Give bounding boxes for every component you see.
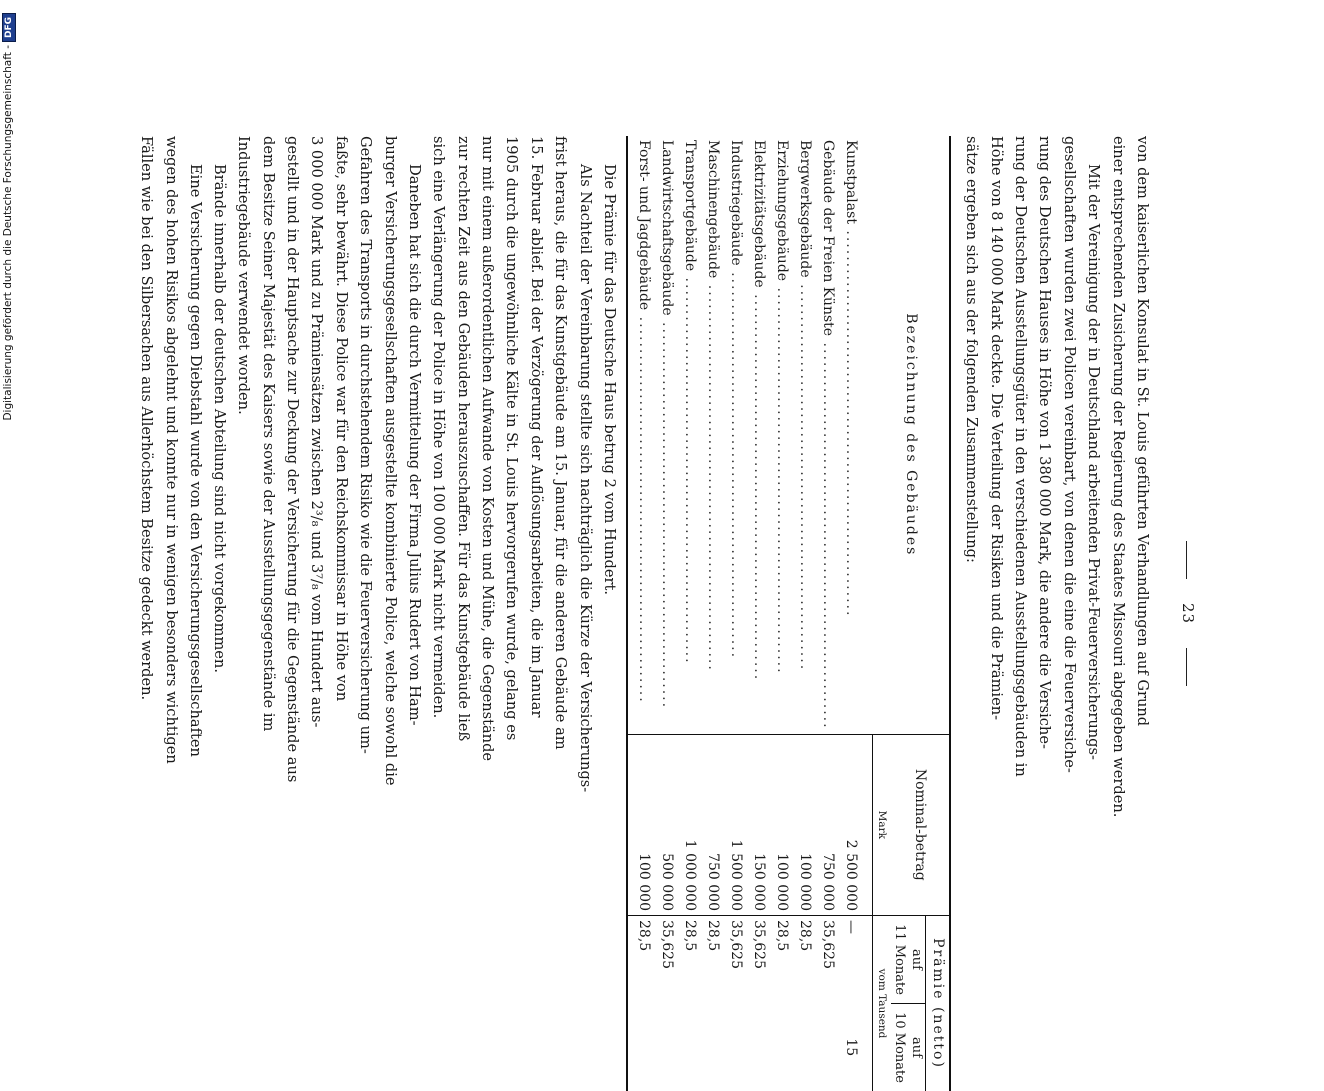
table-row <box>770 136 793 1091</box>
page-number: 23 <box>1179 603 1197 624</box>
table-row <box>747 136 770 1091</box>
premium-10-months <box>793 1004 816 1091</box>
nominal-amount: 1 000 000 <box>678 734 701 915</box>
text-line: von dem kaiserlichen Konsulat in St. Louis geführten Verhandlungen auf Grund <box>1130 136 1154 1091</box>
text-line: dem Besitze Seiner Majestät des Kaisers sowie der Ausstellungsgegenstände im <box>255 136 279 1091</box>
premium-11-months: 28,5 <box>627 916 655 1004</box>
digitization-credit: Digitalisierung gefördert durch die Deutsche Forschungsgemeinschaft -DFG <box>1 13 15 993</box>
premium-10-months <box>627 1004 655 1091</box>
building-name: Landwirtschaftsgebäude ............................................................ <box>655 136 678 734</box>
text-line: wegen des hohen Risikos abgelehnt und konnte nur in wenigen besonders wichtigen <box>158 136 182 1091</box>
table-body <box>627 136 873 1091</box>
text-line: gesellschaften wurden zwei Policen vereinbart, von denen die eine die Feuerversiche- <box>1056 136 1080 1091</box>
unit-mark: Mark <box>873 734 892 915</box>
nominal-amount: 100 000 <box>627 734 655 915</box>
text-line: 3 000 000 Mark und zu Prämiensätzen zwischen 2³/₈ und 3⁷/₈ vom Hundert aus- <box>304 136 328 1091</box>
text-line: sätze ergeben sich aus der folgenden Zusammenstellung: <box>959 136 983 1091</box>
text-line: sich eine Verlängerung der Police in Höhe von 100 000 Mark nicht vermeiden. <box>426 136 450 1091</box>
dfg-logo: DFG <box>2 13 16 42</box>
nominal-amount: 100 000 <box>770 734 793 915</box>
premium-11-months: 35,625 <box>816 916 839 1004</box>
text-line: frist heraus, die für das Kunstgebäude am 15. Januar, für die anderen Gebäude am <box>548 136 572 1091</box>
text-line: Als Nachteil der Vereinbarung stellte sich nachträglich die Kürze der Versicherungs- <box>572 136 596 1091</box>
text-line: gestellt und in der Hauptsache zur Deckung der Versicherung für die Gegenstände aus <box>280 136 304 1091</box>
nominal-amount: 100 000 <box>793 734 816 915</box>
table-row <box>793 136 816 1091</box>
building-name: Transportgebäude ............................................................ <box>678 136 701 734</box>
text-line: rung des Deutschen Hauses in Höhe von 1 380 000 Mark, die andere die Versiche- <box>1032 136 1056 1091</box>
text-line: faßte, sehr bewährt. Diese Police war für den Reichskommissar in Höhe von <box>328 136 352 1091</box>
premium-11-months: 28,5 <box>678 916 701 1004</box>
text-line: Höhe von 8 140 000 Mark deckte. Die Verteilung der Risiken und die Prämien- <box>983 136 1007 1091</box>
text-line: einer entsprechenden Zusicherung der Regierung des Staates Missouri abgegeben werden. <box>1105 136 1129 1091</box>
premium-10-months: 15 <box>839 1004 873 1091</box>
nominal-amount: 750 000 <box>701 734 724 915</box>
document-page <box>123 136 1198 1091</box>
paragraph-combined-policy <box>231 136 426 1091</box>
table-row <box>701 136 724 1091</box>
page-number-rule-right <box>1187 648 1188 686</box>
premium-10-months <box>701 1004 724 1091</box>
table-row <box>678 136 701 1091</box>
building-name: Bergwerksgebäude ............................................................ <box>793 136 816 734</box>
premium-10-months <box>724 1004 747 1091</box>
nominal-amount: 1 500 000 <box>724 734 747 915</box>
text-line: Industriegebäude verwendet worden. <box>231 136 255 1091</box>
premium-11-months: 35,625 <box>747 916 770 1004</box>
text-line: 1905 durch die ungewöhnliche Kälte in St. Louis hervorgerufen wurde, gelang es <box>499 136 523 1091</box>
premium-11-months: 28,5 <box>770 916 793 1004</box>
header-building: Bezeichnung des Gebäudes <box>873 136 951 734</box>
page-number-rule-left <box>1187 541 1188 579</box>
table-row <box>839 136 873 1091</box>
table-row <box>724 136 747 1091</box>
premium-10-months <box>816 1004 839 1091</box>
building-name: Elektrizitätsgebäude ............................................................ <box>747 136 770 734</box>
building-name: Forst- und Jagdgebäude ............................................................ <box>627 136 655 734</box>
premium-table <box>626 136 951 1091</box>
table-row <box>816 136 839 1091</box>
paragraph-fires <box>207 136 231 1091</box>
text-line: Die Prämie für das Deutsche Haus betrug 2 vom Hundert. <box>597 136 621 1091</box>
premium-10-months <box>655 1004 678 1091</box>
text-line: burger Versicherungsgesellschaften ausgestellte kombinierte Police, welche sowohl die <box>377 136 401 1091</box>
premium-10-months <box>770 1004 793 1091</box>
text-line: rung der Deutschen Ausstellungsgüter in den verschiedenen Ausstellungsgebäuden in <box>1008 136 1032 1091</box>
building-name: Maschinengebäude ............................................................ <box>701 136 724 734</box>
premium-11-months: 28,5 <box>701 916 724 1004</box>
paragraph-theft <box>134 136 207 1091</box>
premium-10-months <box>678 1004 701 1091</box>
premium-10-months <box>747 1004 770 1091</box>
text-line: Daneben hat sich die durch Vermittelung der Firma Julius Rudert von Ham- <box>402 136 426 1091</box>
header-premium: Prämie (netto) <box>926 916 951 1091</box>
table-row <box>627 136 655 1091</box>
text-line: nur mit einem außerordentlichen Aufwande von Kosten und Mühe, die Gegenstände <box>475 136 499 1091</box>
text-line: Eine Versicherung gegen Diebstahl wurde von den Versicherungsgesellschaften <box>183 136 207 1091</box>
table-row <box>655 136 678 1091</box>
paragraph-premium <box>426 136 621 1091</box>
text-line: Gefahren des Transports in durchstehendem Risiko wie die Feuerversicherung um- <box>353 136 377 1091</box>
nominal-amount: 150 000 <box>747 734 770 915</box>
header-nominal-amount: Nominal-betrag <box>891 734 950 915</box>
intro-paragraph <box>959 136 1154 1091</box>
text-line: Mit der Vereinigung der in Deutschland arbeitenden Privat-Feuerversicherungs- <box>1081 136 1105 1091</box>
premium-11-months: 35,625 <box>724 916 747 1004</box>
premium-11-months: 35,625 <box>655 916 678 1004</box>
unit-per-thousand: vom Tausend <box>873 916 892 1091</box>
page-number-line <box>1178 136 1198 1091</box>
text-line: Brände innerhalb der deutschen Abteilung sind nicht vorgekommen. <box>207 136 231 1091</box>
text-line: Fällen wie bei den Silbersachen aus Allerhöchstem Besitze gedeckt werden. <box>134 136 158 1091</box>
nominal-amount: 500 000 <box>655 734 678 915</box>
text-line: zur rechten Zeit aus den Gebäuden herauszuschaffen. Für das Kunstgebäude ließ <box>450 136 474 1091</box>
header-11-months: auf 11 Monate <box>891 916 926 1004</box>
building-name: Kunstpalast ............................................................ <box>839 136 873 734</box>
premium-11-months: — <box>839 916 873 1004</box>
nominal-amount: 2 500 000 <box>839 734 873 915</box>
building-name: Industriegebäude ............................................................ <box>724 136 747 734</box>
building-name: Gebäude der Freien Künste ............................................................ <box>816 136 839 734</box>
nominal-amount: 750 000 <box>816 734 839 915</box>
premium-11-months: 28,5 <box>793 916 816 1004</box>
building-name: Erziehungsgebäude ............................................................ <box>770 136 793 734</box>
header-10-months: auf 10 Monate <box>891 1004 926 1091</box>
text-line: 15. Februar ablief. Bei der Verzögerung der Auflösungsarbeiten, die im Januar <box>523 136 547 1091</box>
